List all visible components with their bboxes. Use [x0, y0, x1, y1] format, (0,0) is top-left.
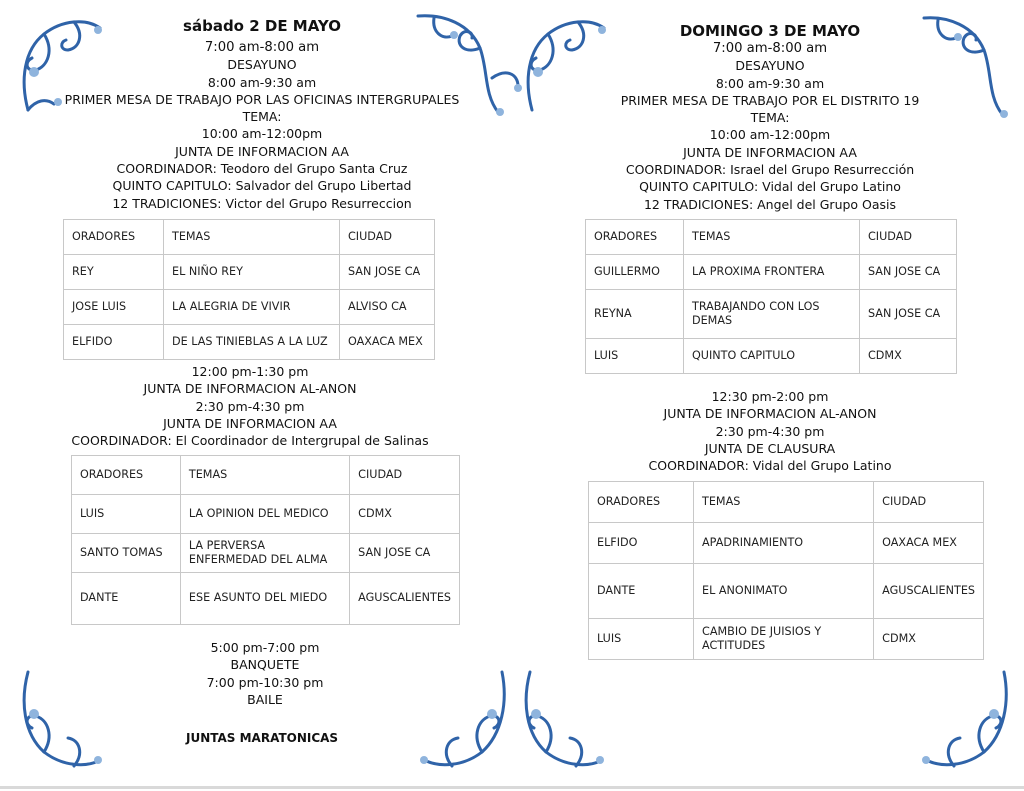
table-cell: LA OPINION DEL MEDICO — [180, 495, 349, 534]
table-cell: SANTO TOMAS — [72, 534, 181, 573]
table-cell: QUINTO CAPITULO — [684, 339, 860, 374]
table-cell: APADRINAMIENTO — [694, 523, 874, 564]
sunday-panel — [570, 0, 970, 213]
schedule-line: JUNTA DE INFORMACION AL-ANON — [143, 381, 357, 397]
table-cell: DANTE — [72, 573, 181, 625]
table-cell: CDMX — [874, 619, 984, 660]
table-row — [589, 482, 984, 523]
table-cell: TRABAJANDO CON LOS DEMAS — [684, 290, 860, 339]
sunday-speakers-table-2 — [588, 481, 984, 660]
table-cell: EL NIÑO REY — [164, 255, 340, 290]
table-cell: LA PROXIMA FRONTERA — [684, 255, 860, 290]
table-cell: GUILLERMO — [586, 255, 684, 290]
schedule-line: 2:30 pm-4:30 pm — [715, 423, 825, 439]
schedule-line: 8:00 am-9:30 am — [207, 74, 317, 90]
schedule-line: 12:30 pm-2:00 pm — [711, 389, 829, 404]
table-row — [586, 220, 957, 255]
schedule-line: COORDINADOR: Teodoro del Grupo Santa Cruz — [116, 161, 408, 177]
schedule-line: QUINTO CAPITULO: Salvador del Grupo Libertad — [112, 178, 412, 194]
flourish-ornament-icon — [416, 668, 508, 778]
table-cell: DE LAS TINIEBLAS A LA LUZ — [164, 325, 340, 360]
saturday-speakers-table-1 — [63, 219, 435, 360]
table-cell: TEMAS — [164, 220, 340, 255]
table-cell: TEMAS — [694, 482, 874, 523]
schedule-line: BAILE — [247, 691, 283, 707]
sunday-top-schedule — [570, 40, 970, 213]
table-row — [72, 495, 460, 534]
table-cell: CAMBIO DE JUISIOS Y ACTITUDES — [694, 619, 874, 660]
table-row — [72, 534, 460, 573]
table-cell: ALVISO CA — [340, 290, 435, 325]
table-row — [72, 573, 460, 625]
page-bottom-divider — [0, 786, 1024, 789]
schedule-line: DESAYUNO — [227, 57, 297, 73]
table-cell: REYNA — [586, 290, 684, 339]
schedule-line: 7:00 pm-10:30 pm — [206, 674, 324, 690]
saturday-evening-schedule — [160, 639, 370, 708]
table-cell: ORADORES — [586, 220, 684, 255]
flourish-ornament-icon — [516, 668, 608, 778]
table-row — [64, 220, 435, 255]
table-row — [589, 564, 984, 619]
table-row — [586, 290, 957, 339]
saturday-title: sábado 2 DE MAYO — [183, 17, 341, 35]
schedule-line: JUNTA DE INFORMACION AA — [163, 415, 337, 431]
table-row — [589, 619, 984, 660]
schedule-line: JUNTA DE INFORMACION AA — [175, 143, 349, 159]
table-row — [64, 290, 435, 325]
schedule-line: JUNTA DE CLAUSURA — [704, 440, 836, 456]
saturday-panel — [52, 0, 472, 212]
schedule-line: PRIMER MESA DE TRABAJO POR EL DISTRITO 19 — [620, 92, 920, 108]
schedule-line: 5:00 pm-7:00 pm — [210, 640, 320, 655]
table-cell: CDMX — [860, 339, 957, 374]
sunday-mid-schedule — [570, 388, 970, 474]
schedule-line: 2:30 pm-4:30 pm — [195, 398, 305, 414]
saturday-speakers-table-2 — [71, 455, 460, 625]
schedule-line: 10:00 am-12:00pm — [709, 127, 831, 143]
table-cell: SAN JOSE CA — [860, 290, 957, 339]
table-row — [64, 325, 435, 360]
flourish-ornament-icon — [14, 668, 106, 778]
table-cell: ORADORES — [72, 456, 181, 495]
schedule-line: COORDINADOR: Israel del Grupo Resurrección — [625, 162, 915, 178]
table-cell: OAXACA MEX — [874, 523, 984, 564]
table-row — [72, 456, 460, 495]
schedule-line: PRIMER MESA DE TRABAJO POR LAS OFICINAS INTERGRUPALES — [64, 91, 460, 107]
table-cell: EL ANONIMATO — [694, 564, 874, 619]
saturday-top-schedule — [52, 39, 472, 212]
table-cell: SAN JOSE CA — [340, 255, 435, 290]
table-cell: LUIS — [589, 619, 694, 660]
table-cell: REY — [64, 255, 164, 290]
schedule-line: 12 TRADICIONES: Victor del Grupo Resurreccion — [112, 195, 412, 211]
table-cell: ELFIDO — [64, 325, 164, 360]
table-cell: LUIS — [72, 495, 181, 534]
schedule-line: JUNTA DE INFORMACION AL-ANON — [663, 406, 877, 422]
table-cell: CDMX — [350, 495, 460, 534]
table-cell: LUIS — [586, 339, 684, 374]
schedule-line: 10:00 am-12:00pm — [201, 126, 323, 142]
table-cell: ELFIDO — [589, 523, 694, 564]
table-cell: OAXACA MEX — [340, 325, 435, 360]
table-cell: CIUDAD — [860, 220, 957, 255]
schedule-line: BANQUETE — [230, 657, 300, 673]
juntas-maratonicas-label: JUNTAS MARATONICAS — [186, 731, 339, 745]
table-cell: AGUSCALIENTES — [350, 573, 460, 625]
table-cell: TEMAS — [180, 456, 349, 495]
table-cell: ESE ASUNTO DEL MIEDO — [180, 573, 349, 625]
table-cell: AGUSCALIENTES — [874, 564, 984, 619]
table-row — [586, 339, 957, 374]
table-cell: SAN JOSE CA — [350, 534, 460, 573]
table-row — [586, 255, 957, 290]
table-cell: CIUDAD — [874, 482, 984, 523]
sunday-speakers-table-1 — [585, 219, 957, 374]
table-cell: LA PERVERSA ENFERMEDAD DEL ALMA — [180, 534, 349, 573]
schedule-line: COORDINADOR: El Coordinador de Intergrupal de Salinas — [71, 433, 429, 449]
schedule-line: DESAYUNO — [735, 58, 805, 74]
schedule-line: 7:00 am-8:00 am — [712, 41, 828, 56]
table-row — [64, 255, 435, 290]
table-cell: ORADORES — [64, 220, 164, 255]
saturday-mid-schedule — [40, 363, 460, 449]
table-cell: JOSE LUIS — [64, 290, 164, 325]
table-cell: LA ALEGRIA DE VIVIR — [164, 290, 340, 325]
schedule-line: TEMA: — [242, 109, 282, 125]
table-cell: DANTE — [589, 564, 694, 619]
sunday-title: DOMINGO 3 DE MAYO — [679, 22, 861, 40]
schedule-line: JUNTA DE INFORMACION AA — [683, 144, 857, 160]
schedule-line: 12:00 pm-1:30 pm — [191, 364, 309, 379]
schedule-line: QUINTO CAPITULO: Vidal del Grupo Latino — [639, 179, 901, 195]
schedule-line: 8:00 am-9:30 am — [715, 75, 825, 91]
table-cell: ORADORES — [589, 482, 694, 523]
table-cell: CIUDAD — [350, 456, 460, 495]
schedule-line: 7:00 am-8:00 am — [204, 40, 320, 55]
table-cell: SAN JOSE CA — [860, 255, 957, 290]
schedule-line: TEMA: — [750, 110, 790, 126]
schedule-line: COORDINADOR: Vidal del Grupo Latino — [648, 458, 892, 474]
flourish-ornament-icon — [918, 668, 1010, 778]
schedule-line: 12 TRADICIONES: Angel del Grupo Oasis — [643, 196, 897, 212]
table-cell: CIUDAD — [340, 220, 435, 255]
table-cell: TEMAS — [684, 220, 860, 255]
table-row — [589, 523, 984, 564]
